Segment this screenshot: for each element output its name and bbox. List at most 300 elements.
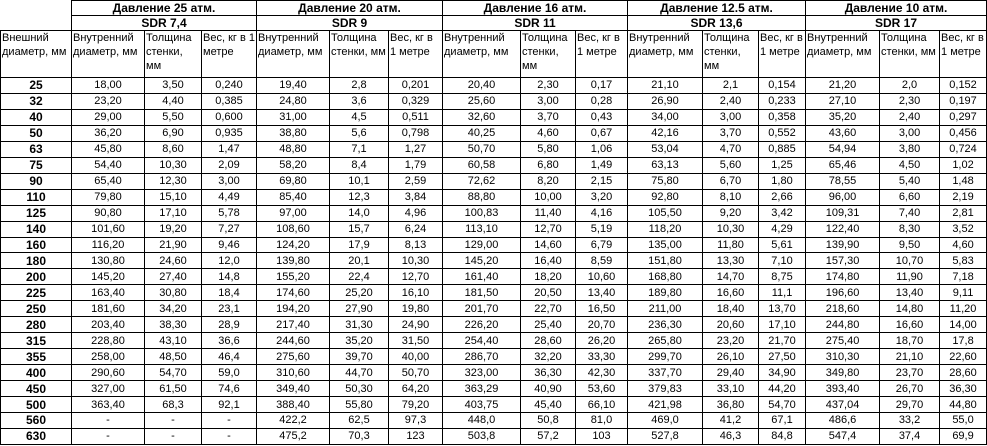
wall-thickness-cell: 45,40 xyxy=(521,397,576,413)
inner-diameter-cell: 151,80 xyxy=(628,253,703,269)
pressure-header: Давление 20 атм. xyxy=(257,1,443,16)
weight-cell: 8,75 xyxy=(759,269,806,285)
outer-diameter-cell: 50 xyxy=(1,125,72,141)
wall-thickness-cell: 57,2 xyxy=(521,428,576,444)
weight-cell: 26,20 xyxy=(576,333,628,349)
wall-thickness-cell: 5,60 xyxy=(703,157,759,173)
weight-cell: 5,19 xyxy=(576,221,628,237)
inner-diameter-cell: 63,13 xyxy=(628,157,703,173)
inner-diameter-cell: 21,10 xyxy=(628,78,703,94)
inner-diameter-cell: 145,20 xyxy=(443,253,521,269)
wall-thickness-cell: 34,20 xyxy=(145,301,202,317)
inner-diameter-cell: 145,20 xyxy=(72,269,145,285)
weight-cell: 1,06 xyxy=(576,141,628,157)
inner-diameter-cell: 388,40 xyxy=(257,397,330,413)
wall-thickness-cell: 32,20 xyxy=(521,349,576,365)
sdr-header: SDR 13,6 xyxy=(628,16,806,31)
wall-thickness-cell: 23,70 xyxy=(880,365,940,381)
table-row xyxy=(1,397,987,413)
wall-thickness-cell: 2,30 xyxy=(521,78,576,94)
inner-diameter-cell: 469,0 xyxy=(628,413,703,429)
weight-cell: 36,30 xyxy=(940,381,987,397)
wall-thickness-cell: 3,50 xyxy=(145,78,202,94)
weight-cell: 11,1 xyxy=(759,285,806,301)
weight-cell: 27,50 xyxy=(759,349,806,365)
inner-diameter-cell: 403,75 xyxy=(443,397,521,413)
weight-cell: 28,9 xyxy=(202,317,257,333)
inner-diameter-cell: 189,80 xyxy=(628,285,703,301)
inner-diameter-cell: 101,60 xyxy=(72,221,145,237)
weight-cell: 14,00 xyxy=(940,317,987,333)
wall-thickness-cell: 13,40 xyxy=(880,285,940,301)
inner-diameter-cell: 275,60 xyxy=(257,349,330,365)
weight-cell: - xyxy=(202,428,257,444)
weight-header: Вес, кг в 1 метре xyxy=(940,31,987,78)
weight-cell: 0,233 xyxy=(759,93,806,109)
wall-thickness-cell: 61,50 xyxy=(145,381,202,397)
wall-thickness-cell: 8,30 xyxy=(880,221,940,237)
inner-diameter-cell: 217,40 xyxy=(257,317,330,333)
wall-thickness-cell: 16,60 xyxy=(703,285,759,301)
inner-diameter-cell: 75,80 xyxy=(628,173,703,189)
weight-cell: 4,16 xyxy=(576,205,628,221)
inner-diameter-cell: 29,00 xyxy=(72,109,145,125)
inner-diameter-cell: 116,20 xyxy=(72,237,145,253)
wall-thickness-cell: 18,20 xyxy=(521,269,576,285)
weight-cell: 4,49 xyxy=(202,189,257,205)
outer-diameter-cell: 630 xyxy=(1,428,72,444)
wall-thickness-cell: 20,50 xyxy=(521,285,576,301)
weight-cell: 1,49 xyxy=(576,157,628,173)
weight-cell: 6,24 xyxy=(389,221,443,237)
weight-cell: 0,798 xyxy=(389,125,443,141)
sdr-header: SDR 11 xyxy=(443,16,628,31)
weight-cell: 13,40 xyxy=(576,285,628,301)
wall-thickness-cell: 25,40 xyxy=(521,317,576,333)
wall-thickness-cell: 4,40 xyxy=(145,93,202,109)
outer-diameter-cell: 160 xyxy=(1,237,72,253)
table-row xyxy=(1,141,987,157)
weight-cell: 33,30 xyxy=(576,349,628,365)
inner-diameter-cell: 50,70 xyxy=(443,141,521,157)
pressure-header: Давление 12.5 атм. xyxy=(628,1,806,16)
wall-thickness-cell: 31,30 xyxy=(330,317,389,333)
weight-cell: 46,4 xyxy=(202,349,257,365)
inner-diameter-cell: 275,40 xyxy=(806,333,880,349)
wall-thickness-cell: 15,10 xyxy=(145,189,202,205)
wall-thickness-cell: 7,40 xyxy=(880,205,940,221)
weight-cell: 0,885 xyxy=(759,141,806,157)
weight-cell: 16,10 xyxy=(389,285,443,301)
wall-thickness-cell: 26,70 xyxy=(880,381,940,397)
inner-diameter-cell: 379,83 xyxy=(628,381,703,397)
sdr-header: SDR 9 xyxy=(257,16,443,31)
wall-thickness-cell: 14,70 xyxy=(703,269,759,285)
outer-diameter-cell: 40 xyxy=(1,109,72,125)
table-row xyxy=(1,285,987,301)
inner-diameter-cell: 181,60 xyxy=(72,301,145,317)
weight-cell: 36,6 xyxy=(202,333,257,349)
wall-thickness-cell: 36,30 xyxy=(521,365,576,381)
outer-diameter-cell: 280 xyxy=(1,317,72,333)
wall-thickness-cell: 38,30 xyxy=(145,317,202,333)
inner-diameter-cell: 118,20 xyxy=(628,221,703,237)
table-row xyxy=(1,173,987,189)
inner-diameter-cell: 100,83 xyxy=(443,205,521,221)
column-header-row xyxy=(1,31,987,78)
inner-diameter-cell: 196,60 xyxy=(806,285,880,301)
weight-cell: 0,329 xyxy=(389,93,443,109)
weight-cell: 1,25 xyxy=(759,157,806,173)
wall-thickness-cell: 3,00 xyxy=(521,93,576,109)
wall-thickness-cell: 12,3 xyxy=(330,189,389,205)
wall-thickness-cell: 9,50 xyxy=(880,237,940,253)
weight-cell: 8,59 xyxy=(576,253,628,269)
wall-thickness-cell: 30,80 xyxy=(145,285,202,301)
wall-thickness-header: Толщина стенки, мм xyxy=(703,31,759,78)
weight-cell: 9,46 xyxy=(202,237,257,253)
wall-thickness-cell: 14,80 xyxy=(880,301,940,317)
table-row xyxy=(1,381,987,397)
wall-thickness-cell: 25,20 xyxy=(330,285,389,301)
weight-cell: 12,0 xyxy=(202,253,257,269)
wall-thickness-cell: 10,70 xyxy=(880,253,940,269)
inner-diameter-cell: 45,80 xyxy=(72,141,145,157)
wall-thickness-cell: 11,80 xyxy=(703,237,759,253)
weight-cell: 10,60 xyxy=(576,269,628,285)
inner-diameter-cell: 393,40 xyxy=(806,381,880,397)
inner-diameter-header: Внутренний диаметр, мм xyxy=(72,31,145,78)
wall-thickness-cell: 50,30 xyxy=(330,381,389,397)
weight-cell: 3,52 xyxy=(940,221,987,237)
inner-diameter-cell: 42,16 xyxy=(628,125,703,141)
wall-thickness-cell: 18,40 xyxy=(703,301,759,317)
weight-cell: 67,1 xyxy=(759,413,806,429)
weight-cell: 1,47 xyxy=(202,141,257,157)
wall-thickness-cell: 3,00 xyxy=(880,125,940,141)
weight-cell: 69,9 xyxy=(940,428,987,444)
wall-thickness-cell: 8,4 xyxy=(330,157,389,173)
outer-diameter-cell: 200 xyxy=(1,269,72,285)
sdr-header: SDR 17 xyxy=(806,16,987,31)
empty-corner-cell xyxy=(1,1,72,16)
inner-diameter-cell: 363,40 xyxy=(72,397,145,413)
weight-cell: 22,60 xyxy=(940,349,987,365)
weight-cell: 3,42 xyxy=(759,205,806,221)
weight-cell: 18,4 xyxy=(202,285,257,301)
weight-cell: 0,28 xyxy=(576,93,628,109)
wall-thickness-cell: 40,90 xyxy=(521,381,576,397)
wall-thickness-cell: 3,70 xyxy=(521,109,576,125)
inner-diameter-cell: 244,80 xyxy=(806,317,880,333)
wall-thickness-cell: 22,70 xyxy=(521,301,576,317)
inner-diameter-cell: 97,00 xyxy=(257,205,330,221)
wall-thickness-cell: 10,1 xyxy=(330,173,389,189)
outer-diameter-cell: 180 xyxy=(1,253,72,269)
table-row xyxy=(1,237,987,253)
inner-diameter-cell: 486,6 xyxy=(806,413,880,429)
inner-diameter-cell: 448,0 xyxy=(443,413,521,429)
inner-diameter-cell: 36,20 xyxy=(72,125,145,141)
wall-thickness-cell: 33,2 xyxy=(880,413,940,429)
inner-diameter-cell: 18,00 xyxy=(72,78,145,94)
weight-cell: 50,70 xyxy=(389,365,443,381)
weight-cell: 0,385 xyxy=(202,93,257,109)
outer-diameter-cell: 500 xyxy=(1,397,72,413)
weight-header: Вес, кг в 1 метре xyxy=(202,31,257,78)
inner-diameter-cell: 69,80 xyxy=(257,173,330,189)
inner-diameter-cell: 108,60 xyxy=(257,221,330,237)
wall-thickness-cell: 33,10 xyxy=(703,381,759,397)
table-row xyxy=(1,365,987,381)
weight-cell: 21,70 xyxy=(759,333,806,349)
wall-thickness-cell: 9,20 xyxy=(703,205,759,221)
inner-diameter-cell: 109,31 xyxy=(806,205,880,221)
sdr-header: SDR 7,4 xyxy=(72,16,257,31)
weight-cell: 16,50 xyxy=(576,301,628,317)
inner-diameter-cell: 139,80 xyxy=(257,253,330,269)
weight-cell: 44,80 xyxy=(940,397,987,413)
wall-thickness-cell: 4,70 xyxy=(703,141,759,157)
wall-thickness-cell: 29,70 xyxy=(880,397,940,413)
weight-cell: 34,90 xyxy=(759,365,806,381)
weight-cell: 1,79 xyxy=(389,157,443,173)
inner-diameter-cell: 85,40 xyxy=(257,189,330,205)
inner-diameter-cell: 254,40 xyxy=(443,333,521,349)
inner-diameter-cell: - xyxy=(72,428,145,444)
inner-diameter-cell: 34,00 xyxy=(628,109,703,125)
wall-thickness-cell: 54,70 xyxy=(145,365,202,381)
inner-diameter-cell: 174,80 xyxy=(806,269,880,285)
inner-diameter-cell: 20,40 xyxy=(443,78,521,94)
wall-thickness-cell: 6,70 xyxy=(703,173,759,189)
inner-diameter-cell: 363,29 xyxy=(443,381,521,397)
table-row xyxy=(1,333,987,349)
outer-diameter-cell: 32 xyxy=(1,93,72,109)
inner-diameter-cell: 96,00 xyxy=(806,189,880,205)
wall-thickness-cell: 28,60 xyxy=(521,333,576,349)
weight-cell: 40,00 xyxy=(389,349,443,365)
outer-diameter-cell: 315 xyxy=(1,333,72,349)
weight-header: Вес, кг в 1 метре xyxy=(576,31,628,78)
wall-thickness-cell: 17,10 xyxy=(145,205,202,221)
inner-diameter-cell: 40,25 xyxy=(443,125,521,141)
inner-diameter-cell: 201,70 xyxy=(443,301,521,317)
inner-diameter-cell: 174,60 xyxy=(257,285,330,301)
weight-cell: - xyxy=(202,413,257,429)
wall-thickness-cell: 17,9 xyxy=(330,237,389,253)
inner-diameter-header: Внутренний диаметр, мм xyxy=(257,31,330,78)
inner-diameter-cell: 54,94 xyxy=(806,141,880,157)
inner-diameter-cell: 503,8 xyxy=(443,428,521,444)
weight-cell: 59,0 xyxy=(202,365,257,381)
wall-thickness-cell: 12,70 xyxy=(521,221,576,237)
inner-diameter-cell: 168,80 xyxy=(628,269,703,285)
wall-thickness-cell: 11,40 xyxy=(521,205,576,221)
inner-diameter-cell: 92,80 xyxy=(628,189,703,205)
weight-cell: 23,1 xyxy=(202,301,257,317)
weight-cell: 4,96 xyxy=(389,205,443,221)
pressure-header: Давление 10 атм. xyxy=(806,1,987,16)
wall-thickness-cell: 6,80 xyxy=(521,157,576,173)
inner-diameter-header: Внутренний диаметр, мм xyxy=(628,31,703,78)
inner-diameter-cell: 226,20 xyxy=(443,317,521,333)
weight-cell: 4,60 xyxy=(940,237,987,253)
wall-thickness-cell: 3,00 xyxy=(703,109,759,125)
inner-diameter-cell: 349,40 xyxy=(257,381,330,397)
wall-thickness-cell: 4,50 xyxy=(880,157,940,173)
table-row xyxy=(1,413,987,429)
inner-diameter-cell: 88,80 xyxy=(443,189,521,205)
weight-cell: 7,10 xyxy=(759,253,806,269)
inner-diameter-cell: 35,20 xyxy=(806,109,880,125)
weight-cell: 66,10 xyxy=(576,397,628,413)
weight-cell: 0,600 xyxy=(202,109,257,125)
weight-cell: 0,456 xyxy=(940,125,987,141)
table-row xyxy=(1,93,987,109)
inner-diameter-cell: 327,00 xyxy=(72,381,145,397)
weight-cell: 97,3 xyxy=(389,413,443,429)
weight-cell: 103 xyxy=(576,428,628,444)
weight-cell: 0,43 xyxy=(576,109,628,125)
outer-diameter-cell: 110 xyxy=(1,189,72,205)
weight-cell: 2,15 xyxy=(576,173,628,189)
weight-cell: 92,1 xyxy=(202,397,257,413)
wall-thickness-cell: 2,1 xyxy=(703,78,759,94)
weight-cell: 0,17 xyxy=(576,78,628,94)
wall-thickness-cell: 39,70 xyxy=(330,349,389,365)
wall-thickness-cell: 6,60 xyxy=(880,189,940,205)
inner-diameter-cell: 19,40 xyxy=(257,78,330,94)
inner-diameter-cell: 124,20 xyxy=(257,237,330,253)
weight-cell: 8,13 xyxy=(389,237,443,253)
inner-diameter-cell: 38,80 xyxy=(257,125,330,141)
inner-diameter-cell: 21,20 xyxy=(806,78,880,94)
table-body xyxy=(1,78,987,445)
wall-thickness-cell: 11,90 xyxy=(880,269,940,285)
pressure-header: Давление 25 атм. xyxy=(72,1,257,16)
wall-thickness-cell: 19,20 xyxy=(145,221,202,237)
inner-diameter-cell: 236,30 xyxy=(628,317,703,333)
inner-diameter-cell: 23,20 xyxy=(72,93,145,109)
inner-diameter-cell: 163,40 xyxy=(72,285,145,301)
weight-cell: 13,70 xyxy=(759,301,806,317)
wall-thickness-cell: 62,5 xyxy=(330,413,389,429)
weight-cell: 5,78 xyxy=(202,205,257,221)
wall-thickness-header: Толщина стенки, мм xyxy=(145,31,202,78)
inner-diameter-cell: 181,50 xyxy=(443,285,521,301)
weight-cell: 0,152 xyxy=(940,78,987,94)
wall-thickness-cell: 35,20 xyxy=(330,333,389,349)
outer-diameter-cell: 90 xyxy=(1,173,72,189)
inner-diameter-cell: 139,90 xyxy=(806,237,880,253)
wall-thickness-cell: 5,40 xyxy=(880,173,940,189)
pressure-header: Давление 16 атм. xyxy=(443,1,628,16)
weight-cell: 55,0 xyxy=(940,413,987,429)
weight-cell: 0,724 xyxy=(940,141,987,157)
wall-thickness-cell: 46,3 xyxy=(703,428,759,444)
weight-cell: 0,935 xyxy=(202,125,257,141)
weight-cell: 4,29 xyxy=(759,221,806,237)
wall-thickness-cell: 2,8 xyxy=(330,78,389,94)
weight-cell: 14,8 xyxy=(202,269,257,285)
weight-cell: 12,70 xyxy=(389,269,443,285)
wall-thickness-cell: 18,70 xyxy=(880,333,940,349)
inner-diameter-cell: 32,60 xyxy=(443,109,521,125)
outer-diameter-cell: 25 xyxy=(1,78,72,94)
wall-thickness-cell: 21,10 xyxy=(880,349,940,365)
inner-diameter-cell: 349,80 xyxy=(806,365,880,381)
inner-diameter-cell: 194,20 xyxy=(257,301,330,317)
wall-thickness-cell: 8,10 xyxy=(703,189,759,205)
weight-cell: 123 xyxy=(389,428,443,444)
table-row xyxy=(1,269,987,285)
wall-thickness-cell: 20,60 xyxy=(703,317,759,333)
table-row xyxy=(1,349,987,365)
weight-cell: 1,02 xyxy=(940,157,987,173)
inner-diameter-cell: 527,8 xyxy=(628,428,703,444)
wall-thickness-cell: 70,3 xyxy=(330,428,389,444)
weight-cell: 2,66 xyxy=(759,189,806,205)
wall-thickness-cell: 10,30 xyxy=(703,221,759,237)
inner-diameter-cell: 157,30 xyxy=(806,253,880,269)
wall-thickness-cell: 4,5 xyxy=(330,109,389,125)
weight-cell: 53,60 xyxy=(576,381,628,397)
weight-cell: 81,0 xyxy=(576,413,628,429)
inner-diameter-cell: 105,50 xyxy=(628,205,703,221)
wall-thickness-cell: 8,60 xyxy=(145,141,202,157)
wall-thickness-cell: 27,90 xyxy=(330,301,389,317)
wall-thickness-cell: 2,30 xyxy=(880,93,940,109)
inner-diameter-cell: 475,2 xyxy=(257,428,330,444)
inner-diameter-cell: 60,58 xyxy=(443,157,521,173)
wall-thickness-cell: 29,40 xyxy=(703,365,759,381)
wall-thickness-cell: 3,6 xyxy=(330,93,389,109)
wall-thickness-cell: 26,10 xyxy=(703,349,759,365)
outer-diameter-cell: 63 xyxy=(1,141,72,157)
inner-diameter-cell: 90,80 xyxy=(72,205,145,221)
inner-diameter-cell: 113,10 xyxy=(443,221,521,237)
inner-diameter-cell: 337,70 xyxy=(628,365,703,381)
inner-diameter-cell: 211,00 xyxy=(628,301,703,317)
weight-cell: 54,70 xyxy=(759,397,806,413)
weight-cell: 5,83 xyxy=(940,253,987,269)
wall-thickness-cell: - xyxy=(145,428,202,444)
weight-cell: 17,10 xyxy=(759,317,806,333)
sdr-header-row xyxy=(1,16,987,31)
weight-cell: 9,11 xyxy=(940,285,987,301)
wall-thickness-cell: 10,00 xyxy=(521,189,576,205)
outer-diameter-cell: 75 xyxy=(1,157,72,173)
wall-thickness-cell: 7,1 xyxy=(330,141,389,157)
inner-diameter-cell: 323,00 xyxy=(443,365,521,381)
wall-thickness-cell: 8,20 xyxy=(521,173,576,189)
inner-diameter-cell: 310,60 xyxy=(257,365,330,381)
wall-thickness-cell: 15,7 xyxy=(330,221,389,237)
inner-diameter-cell: 58,20 xyxy=(257,157,330,173)
inner-diameter-cell: 43,60 xyxy=(806,125,880,141)
weight-cell: 3,00 xyxy=(202,173,257,189)
table-row xyxy=(1,205,987,221)
wall-thickness-cell: 48,50 xyxy=(145,349,202,365)
weight-cell: 42,30 xyxy=(576,365,628,381)
inner-diameter-cell: 53,04 xyxy=(628,141,703,157)
weight-cell: 2,81 xyxy=(940,205,987,221)
inner-diameter-cell: 31,00 xyxy=(257,109,330,125)
wall-thickness-cell: 41,2 xyxy=(703,413,759,429)
wall-thickness-cell: 55,80 xyxy=(330,397,389,413)
weight-cell: 64,20 xyxy=(389,381,443,397)
